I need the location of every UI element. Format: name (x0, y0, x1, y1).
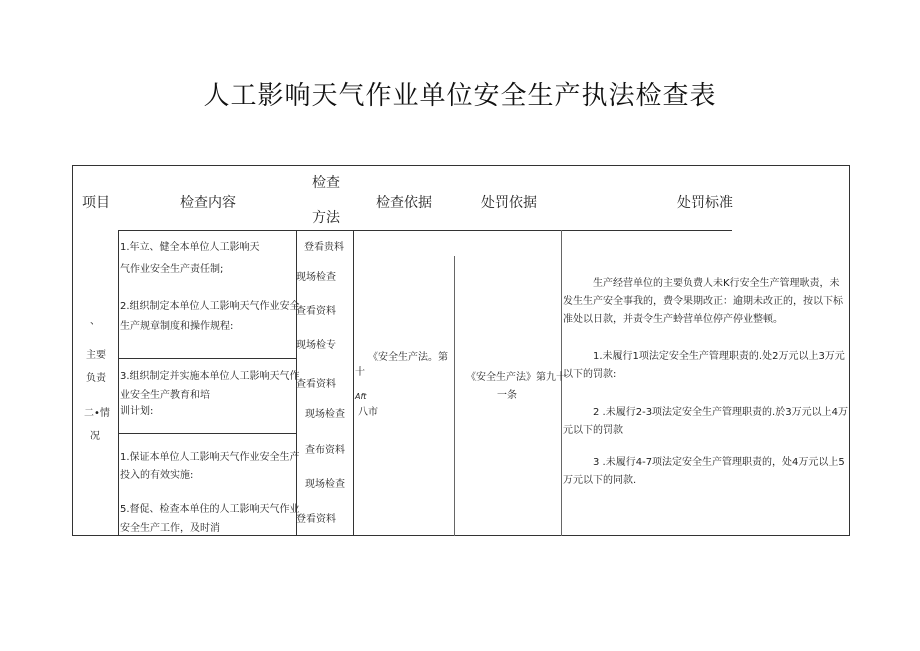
content-item-3-line-2: 业安全生产教育和培 (120, 390, 210, 401)
header-basis: 检查依据 (376, 195, 432, 211)
method-entry: 登看资料 (296, 514, 336, 525)
col-sep-penalty-basis (561, 230, 562, 536)
project-line-4: 况 (90, 431, 100, 442)
content-item-2-line-1: 2.组织制定本单位人工影响天气作业安全 (120, 301, 300, 312)
content-item-5-line-1: 5.督促、检查本单住的人工影响天气作业 (120, 504, 300, 515)
table-right-border (849, 165, 850, 536)
content-row-sep-1 (118, 358, 297, 359)
header-method-line1: 检查 (312, 175, 340, 191)
penalty-standard-intro: 生产经营单位的主要负费人未K行安全生产管理耿责，未发生生产安全事我的，费令果期改正：逾期未改正的，按以下标准处以日款，并责令生产蛉营单位停产停业整顿。 (563, 278, 843, 325)
header-penalty-standard: 处罚标准 (677, 195, 733, 211)
header-project: 项目 (82, 195, 110, 211)
col-sep-method (353, 230, 354, 536)
table-bottom-border (72, 535, 850, 536)
content-item-2-line-2: 生产规章制度和操作规程: (120, 321, 234, 332)
basis-line-4: 八市 (358, 407, 378, 418)
content-row-sep-2 (118, 433, 297, 434)
method-entry: 登看贵料 (304, 242, 344, 253)
content-item-3-line-1: 3.组织制定并实施本单位人工影响天气作 (120, 371, 300, 382)
basis-line-1: 《安全生产法。第 (368, 352, 448, 363)
header-content: 检查内容 (180, 195, 236, 211)
basis-line-2: 十 (355, 367, 365, 378)
penalty-standard-item-3: 3 .未履行4-7项法定安全生产管理职责的，处4万元以上5万元以下的同款. (563, 457, 845, 486)
method-entry: 现场检查 (305, 479, 345, 490)
project-line-2: 负责 (86, 373, 106, 384)
content-item-4-line-2: 投入的有效实施: (120, 470, 194, 481)
content-item-4-line-1: 1.保证本单位人工影响天气作业安全生产 (120, 452, 300, 463)
header-separator (118, 230, 732, 231)
header-penalty-basis: 处罚依据 (481, 195, 537, 211)
table-top-border (72, 165, 850, 166)
penalty-basis-line-2: 一条 (497, 390, 517, 401)
content-item-5-line-2: 安全生产工作，及时消 (120, 523, 220, 534)
penalty-basis-line-1: 《安全生产法》第九十 (466, 372, 566, 383)
project-line-3: 二•情 (84, 408, 110, 419)
page-title: 人工影响天气作业单位安全生产执法检查表 (203, 81, 717, 111)
method-entry: 查看资料 (296, 306, 336, 317)
content-item-3-line-3: 训计划: (120, 406, 154, 417)
method-entry: 现场检专 (296, 340, 336, 351)
method-entry: 查看资料 (296, 379, 336, 390)
content-item-1-line-2: 气作业安全生产责任制; (120, 264, 224, 275)
basis-line-3: Aft (355, 392, 367, 401)
method-entry: 查布资料 (305, 445, 345, 456)
project-mark: 、 (90, 316, 100, 327)
header-method-line2: 方法 (312, 210, 340, 226)
project-line-1: 主要 (86, 350, 106, 361)
method-entry: 现场检查 (296, 272, 336, 283)
penalty-standard-item-2: 2 .未履行2-3项法定安全生产管理职责的.於3万元以上4万元以下的罚款 (563, 407, 848, 436)
penalty-standard-item-1: 1.未履行1项法定安全生产管理职责的.处2万元以上3万元以下的罚款: (563, 351, 845, 380)
method-entry: 现场检查 (305, 409, 345, 420)
col-sep-project (118, 230, 119, 536)
col-sep-basis (454, 256, 455, 536)
table-left-border (72, 165, 73, 536)
content-item-1-line-1: 1.年立、健全本单位人工影响天 (120, 242, 260, 253)
